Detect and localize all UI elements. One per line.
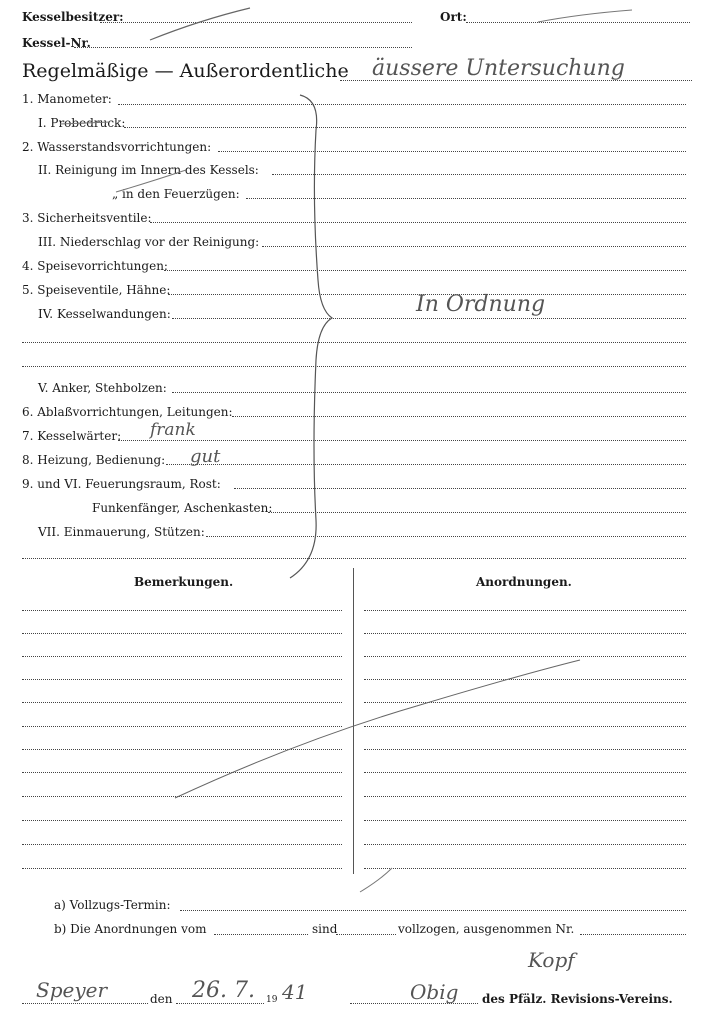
handwritten-kesselwaerter: frank — [150, 420, 196, 440]
item-ablass: 6. Ablaßvorrichtungen, Leitungen: — [22, 405, 233, 419]
owner-label: Kesselbesitzer: — [22, 10, 124, 24]
verein-label: des Pfälz. Revisions-Vereins. — [482, 992, 673, 1006]
handwritten-place: Speyer — [36, 978, 108, 1002]
handwritten-date: 26. 7. — [192, 978, 255, 1003]
header-strike-stroke — [150, 8, 250, 40]
item-heizung: 8. Heizung, Bedienung: — [22, 453, 166, 467]
den-label: den — [150, 992, 173, 1006]
item-kesselwaerter: 7. Kesselwärter: — [22, 429, 122, 443]
item-einmauerung: VII. Einmauerung, Stützen: — [38, 525, 205, 539]
sind-label: sind — [312, 922, 338, 936]
handwritten-signature-top: Kopf — [528, 948, 575, 972]
item-kesselwandungen: IV. Kesselwandungen: — [38, 307, 171, 321]
handwritten-year: 41 — [282, 980, 308, 1004]
probedruck-underline — [60, 122, 110, 124]
brace-stroke — [290, 95, 332, 578]
page-title: Regelmäßige — Außerordentliche — [22, 60, 349, 82]
item-niederschlag: III. Niederschlag vor der Reinigung: — [38, 235, 260, 249]
item-speiseventile: 5. Speiseventile, Hähne: — [22, 283, 171, 297]
item-reinigung-innern: II. Reinigung im Innern des Kessels: — [38, 163, 259, 177]
column-title-bemerkungen: Bemerkungen. — [134, 575, 234, 589]
item-probedruck: I. Probedruck: — [38, 116, 126, 130]
place-strike-stroke — [538, 10, 632, 22]
place-label: Ort: — [440, 10, 467, 24]
cross-out-stroke — [175, 660, 580, 798]
small-stroke — [360, 868, 392, 892]
item-feuerzuege: „ in den Feuerzügen: — [112, 187, 240, 201]
vollzogen-label: vollzogen, ausgenommen Nr. — [398, 922, 575, 936]
item-feuerungsraum: 9. und VI. Feuerungsraum, Rost: — [22, 477, 221, 491]
year-prefix: 19 — [266, 995, 278, 1005]
item-manometer: 1. Manometer: — [22, 92, 112, 106]
item-speisevorrichtungen: 4. Speisevorrichtungen: — [22, 259, 168, 273]
column-title-anordnungen: Anordnungen. — [476, 575, 572, 589]
item-anker: V. Anker, Stehbolzen: — [38, 381, 167, 395]
handwritten-heizung: gut — [190, 446, 221, 467]
item-wasserstand: 2. Wasserstandsvorrichtungen: — [22, 140, 212, 154]
feuerzuege-strike — [116, 170, 186, 192]
item-funkenfaenger: Funkenfänger, Aschenkasten: — [92, 501, 273, 515]
handwritten-sign: Obig — [410, 980, 459, 1004]
boiler-no-label: Kessel-Nr. — [22, 36, 91, 50]
item-sicherheitsventile: 3. Sicherheitsventile: — [22, 211, 152, 225]
anordnungen-vom-label: b) Die Anordnungen vom — [54, 922, 207, 936]
handwritten-in-ordnung: In Ordnung — [416, 292, 546, 317]
vollzugs-termin-label: a) Vollzugs-Termin: — [54, 898, 171, 912]
handwritten-heading: äussere Untersuchung — [372, 56, 625, 81]
